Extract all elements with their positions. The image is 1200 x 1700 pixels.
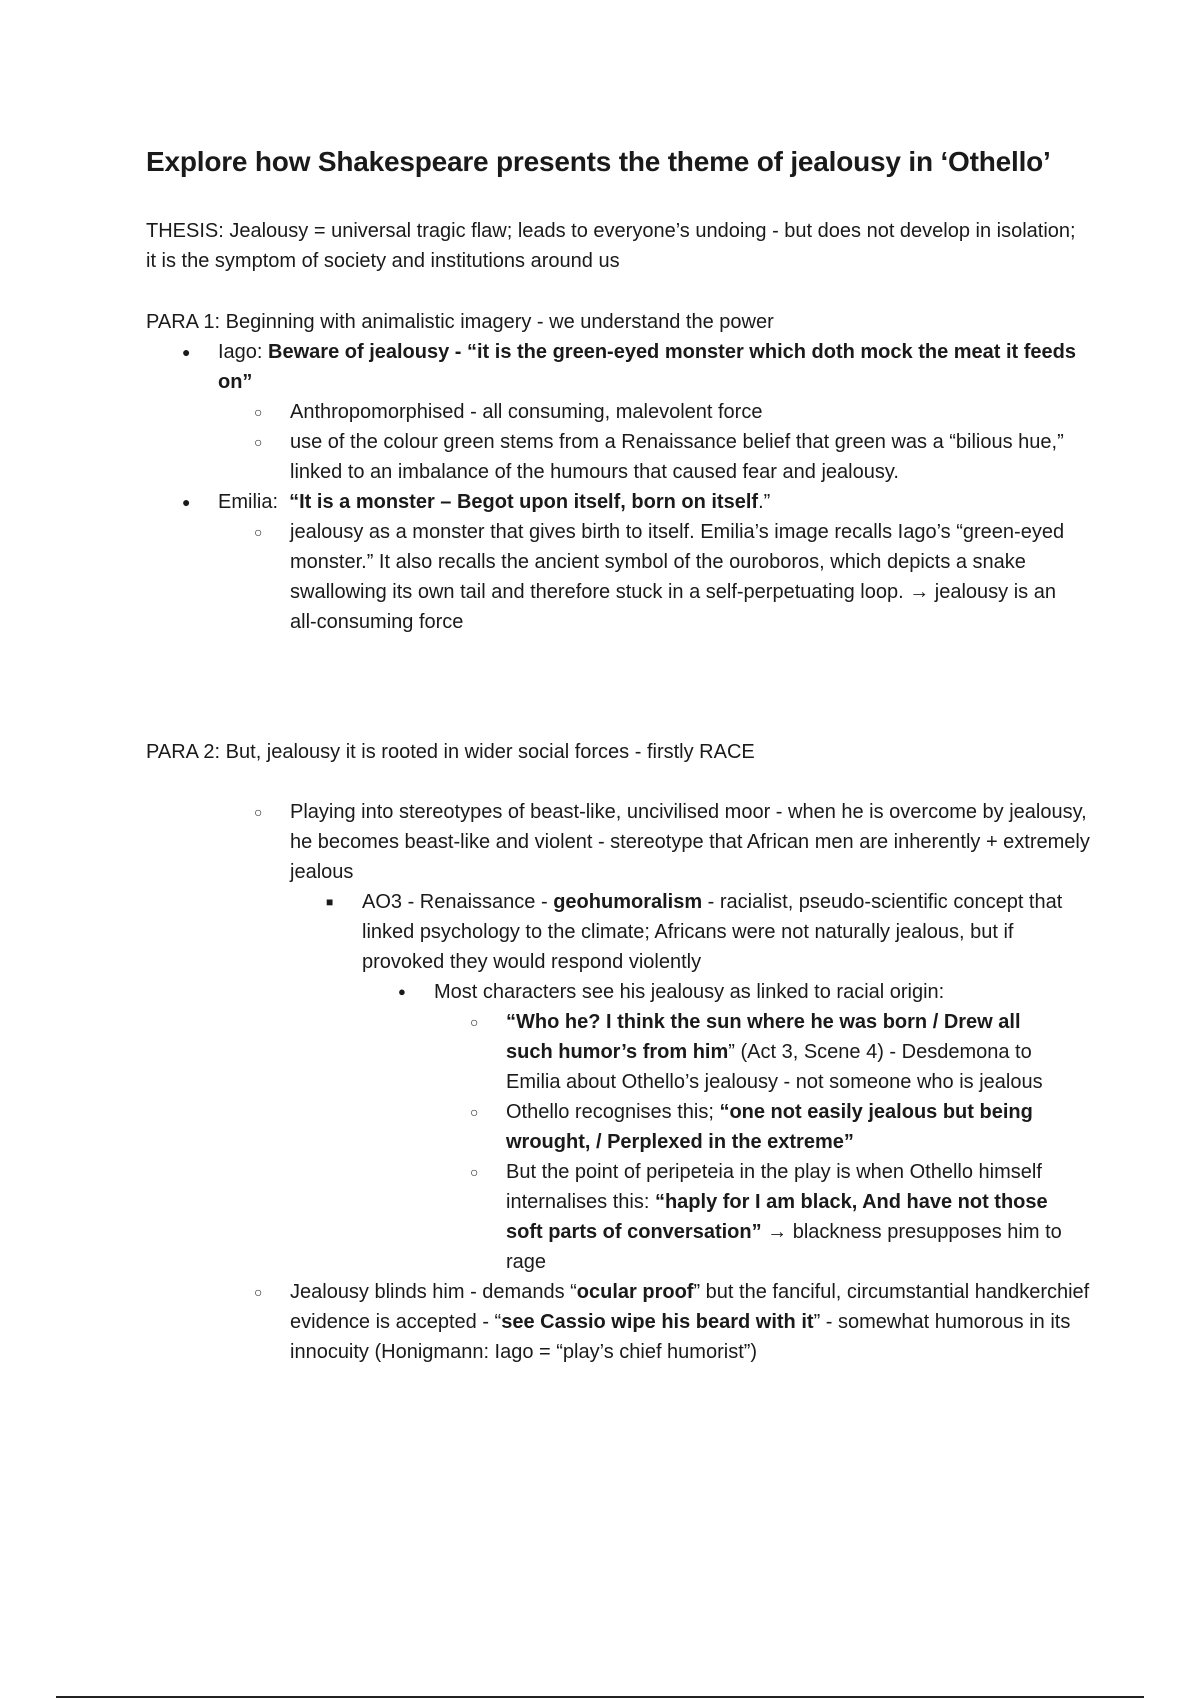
para1-heading: PARA 1: Beginning with animalistic imagery - we understand the power xyxy=(146,311,774,333)
quote3-pre: But the point of peripeteia in the play is when Othello himself internalises this: xyxy=(506,1161,1042,1213)
thesis-paragraph: THESIS: Jealousy = universal tragic flaw; leads to everyone’s undoing - but does not develop in isolation; it is the symptom of society and institutions around us xyxy=(146,220,1076,272)
emilia-notes xyxy=(290,517,1088,637)
bullet-square-icon xyxy=(326,887,333,917)
list-item-most xyxy=(434,977,1090,1277)
list-item xyxy=(290,427,1088,487)
quote2-bold: “one not easily jealous but being wrought, / Perplexed in the extreme” xyxy=(506,1101,1033,1153)
iago-quote: Beware of jealousy - “it is the green-eyed monster which doth mock the meat it feeds on” xyxy=(218,341,1077,393)
item2-pre: Jealousy blinds him - demands “ xyxy=(290,1281,577,1303)
iago-notes xyxy=(290,397,1088,487)
ao3-post: - racialist, pseudo-scientific concept that linked psychology to the climate; Africans were not naturally jealous, but if provoked they would respond violently xyxy=(362,891,1063,973)
bullet-disc-icon xyxy=(182,337,190,367)
item2-bold1: ocular proof xyxy=(576,1281,694,1303)
item2-bold2: see Cassio wipe his beard with it xyxy=(501,1311,814,1333)
para2-item-1: Playing into stereotypes of beast-like, uncivilised moor - when he is overcome by jealousy, he becomes beast-like and violent - stereotype that African men are inherently + extremely jealous xyxy=(290,801,1090,883)
quote3-bold: “haply for I am black, And have not those soft parts of conversation” xyxy=(506,1191,1048,1243)
bullet-circle-icon xyxy=(470,1007,478,1037)
iago-note-1: Anthropomorphised - all consuming, malevolent force xyxy=(290,401,763,423)
list-item-quote-2 xyxy=(506,1097,1066,1157)
emilia-quote-end: .” xyxy=(758,491,771,513)
emilia-speaker: Emilia: xyxy=(218,491,290,513)
ao3-bold: geohumoralism xyxy=(553,891,703,913)
bullet-disc-icon xyxy=(182,487,190,517)
footer-divider xyxy=(56,1696,1144,1698)
para2-heading: PARA 2: But, jealousy it is rooted in wider social forces - firstly RACE xyxy=(146,741,755,763)
bullet-circle-icon xyxy=(254,797,262,827)
emilia-note-1: jealousy as a monster that gives birth to itself. Emilia’s image recalls Iago’s “green-eyed monster.” It also recalls the ancient symbol of the ouroboros, which depicts a snake swallowing its own tail and therefore stuck in a self-perpetuating loop. → jealousy is an all-consuming force xyxy=(290,521,1065,633)
list-item xyxy=(290,397,1088,427)
emilia-quote: “It is a monster – Begot upon itself, born on itself xyxy=(289,491,759,513)
most-characters: Most characters see his jealousy as linked to racial origin: xyxy=(434,981,945,1003)
iago-note-2: use of the colour green stems from a Renaissance belief that green was a “bilious hue,” linked to an imbalance of the humours that caused fear and jealousy. xyxy=(290,431,1064,483)
quote1-bold: “Who he? I think the sun where he was born / Drew all such humor’s from him xyxy=(506,1011,1021,1063)
bullet-circle-icon xyxy=(470,1157,478,1187)
iago-speaker: Iago: xyxy=(218,341,269,363)
item2-post: ” - somewhat humorous in its innocuity (Honigmann: Iago = “play’s chief humorist”) xyxy=(290,1311,1071,1363)
bullet-circle-icon xyxy=(254,1277,262,1307)
list-item-ao3 xyxy=(362,887,1090,1277)
characters-list xyxy=(434,977,1090,1277)
ao3-list xyxy=(362,887,1090,1277)
bullet-circle-icon xyxy=(254,397,262,427)
list-item-quote-1 xyxy=(506,1007,1066,1097)
quote2-pre: Othello recognises this; xyxy=(506,1101,720,1123)
quote1-post: ” (Act 3, Scene 4) - Desdemona to Emilia about Othello’s jealousy - not someone who is jealous xyxy=(506,1041,1043,1093)
quotes-list xyxy=(506,1007,1066,1277)
para2-list xyxy=(290,797,1090,1367)
item2-mid: ” but the fanciful, circumstantial handkerchief evidence is accepted - “ xyxy=(290,1281,1090,1333)
bullet-circle-icon xyxy=(470,1097,478,1127)
para1-list xyxy=(218,337,1088,637)
list-item xyxy=(290,517,1088,637)
bullet-disc-icon xyxy=(398,977,406,1007)
list-item-quote-3 xyxy=(506,1157,1066,1277)
list-item-blinds xyxy=(290,1277,1090,1367)
quote3-post: → blackness presupposes him to rage xyxy=(506,1221,1062,1273)
list-item-iago xyxy=(218,337,1088,487)
bullet-circle-icon xyxy=(254,427,262,457)
ao3-pre: AO3 - Renaissance - xyxy=(362,891,554,913)
list-item-stereotypes xyxy=(290,797,1090,1277)
list-item-emilia xyxy=(218,487,1088,637)
bullet-circle-icon xyxy=(254,517,262,547)
document-title: Explore how Shakespeare presents the theme of jealousy in ‘Othello’ xyxy=(146,146,1051,177)
